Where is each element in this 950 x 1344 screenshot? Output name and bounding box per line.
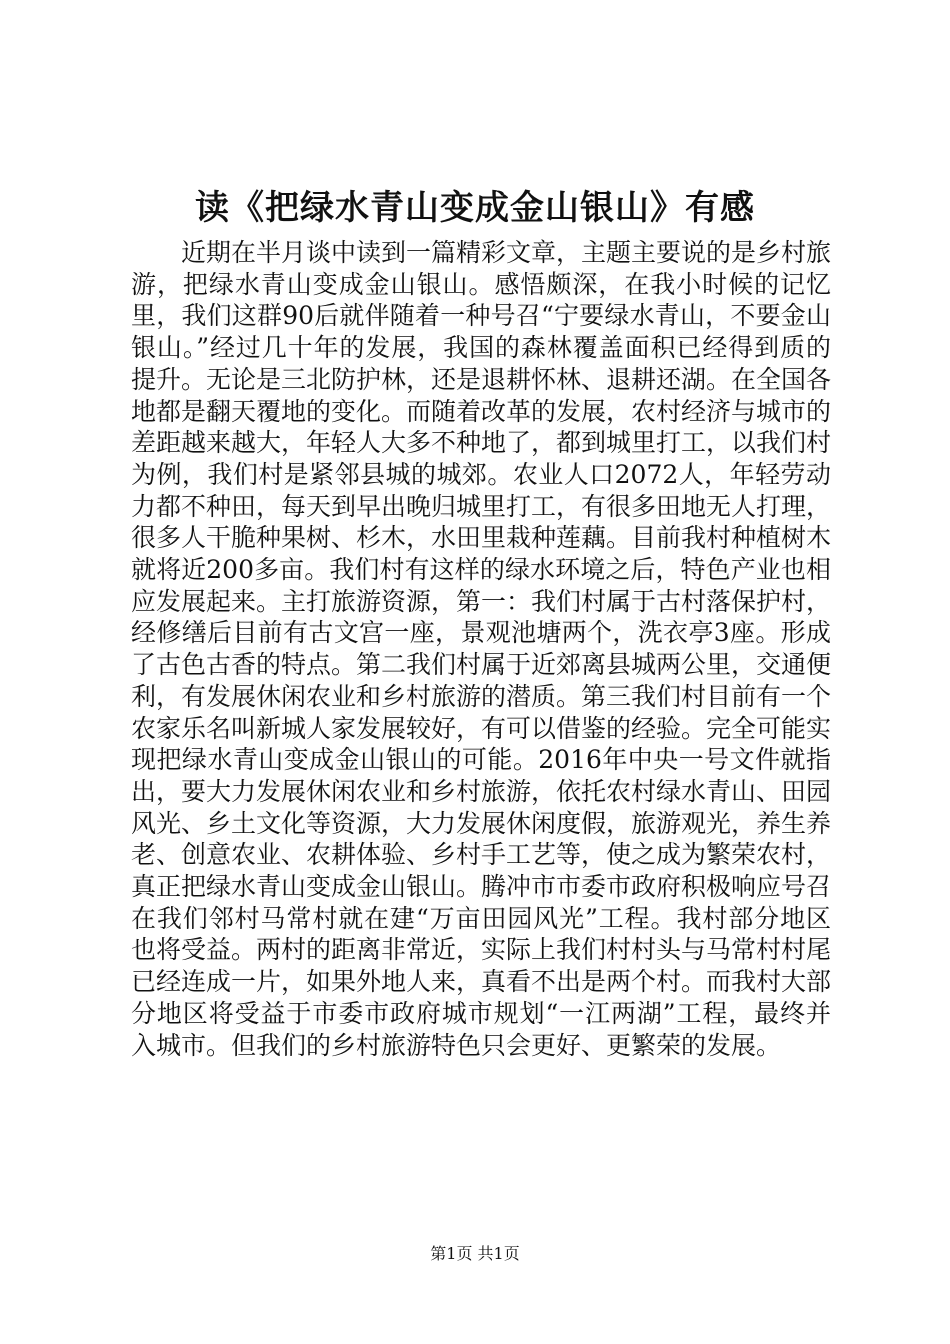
document-title: 读《把绿水青山变成金山银山》有感	[195, 188, 755, 228]
page-number-footer: 第1页 共1页	[430, 1244, 520, 1263]
document-body-paragraph: 近期在半月谈中读到一篇精彩文章，主题主要说的是乡村旅游，把绿水青山变成金山银山。感悟颇深，在我小时候的记忆里，我们这群90后就伴随着一种号召“宁要绿水青山，不要金山银山。”经过几十年的发展，我国的森林覆盖面积已经得到质的提升。无论是三北防护林，还是退耕怀林、退耕还湖。在全国各地都是翻天覆地的变化。而随着改革的发展，农村经济与城市的差距越来越大，年轻人大多不种地了，都到城里打工，以我们村为例，我们村是紧邻县城的城郊。农业人口2072人，年轻劳动力都不种田，每天到早出晚归城里打工，有很多田地无人打理，很多人干脆种果树、杉木，水田里栽种莲藕。目前我村种植树木就将近200多亩。我们村有这样的绿水环境之后，特色产业也相应发展起来。主打旅游资源，第一：我们村属于古村落保护村，经修缮后目前有古文宫一座，景观池塘两个，洗衣亭3座。形成了古色古香的特点。第二我们村属于近郊离县城两公里，交通便利，有发展休闲农业和乡村旅游的潜质。第三我们村目前有一个农家乐名叫新城人家发展较好，有可以借鉴的经验。完全可能实现把绿水青山变成金山银山的可能。2016年中央一号文件就指出，要大力发展休闲农业和乡村旅游，依托农村绿水青山、田园风光、乡土文化等资源，大力发展休闲度假，旅游观光，养生养老、创意农业、农耕体验、乡村手工艺等，使之成为繁荣农村，真正把绿水青山变成金山银山。腾冲市市委市政府积极响应号召在我们邻村马常村就在建“万亩田园风光”工程。我村部分地区也将受益。两村的距离非常近，实际上我们村村头与马常村村尾已经连成一片，如果外地人来，真看不出是两个村。而我村大部分地区将受益于市委市政府城市规划“一江两湖”工程，最终并入城市。但我们的乡村旅游特色只会更好、更繁荣的发展。	[131, 238, 832, 1060]
